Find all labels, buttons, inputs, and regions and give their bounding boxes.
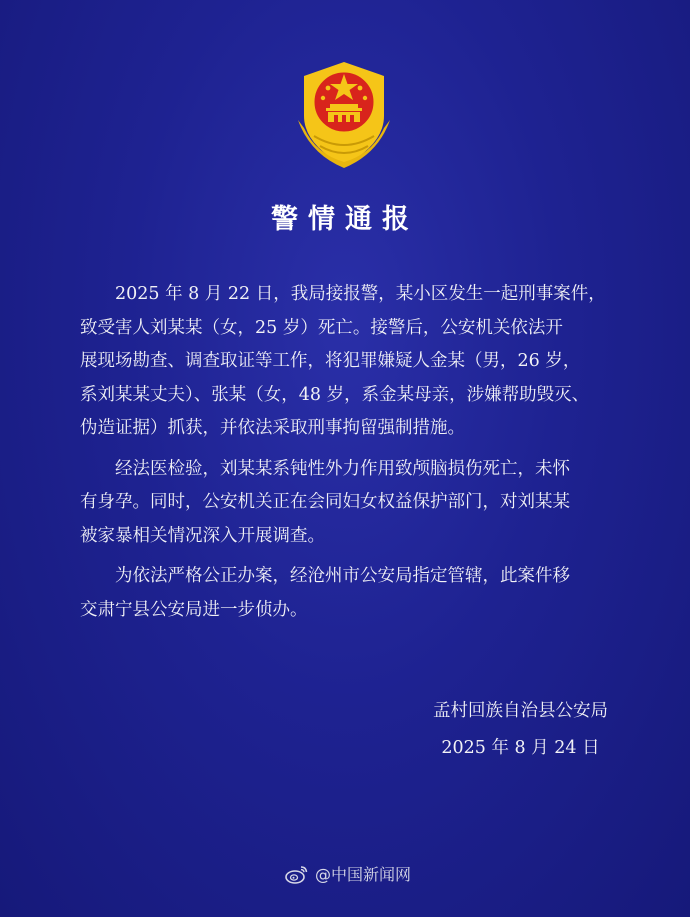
text-line: 经法医检验，刘某某系钝性外力作用致颅脑损伤死亡，未怀 — [115, 458, 570, 479]
text-line: 展现场勘查、调查取证等工作，将犯罪嫌疑人金某（男，26 岁， — [80, 351, 581, 371]
paragraph-3 — [80, 560, 615, 627]
paragraph-2 — [80, 453, 615, 554]
weibo-icon — [285, 864, 309, 884]
issuing-organization: 孟村回族自治县公安局 — [433, 701, 608, 721]
text-line: 致受害人刘某某（女，25 岁）死亡。接警后，公安机关依法开 — [80, 317, 563, 338]
text-line: 被家暴相关情况深入开展调查。 — [80, 525, 325, 546]
watermark-text: @中国新闻网 — [315, 865, 412, 884]
police-emblem-icon — [292, 58, 396, 170]
notice-title: 警情通报 — [271, 204, 419, 235]
text-line: 为依法严格公正办案，经沧州市公安局指定管辖，此案件移 — [115, 566, 570, 586]
text-line: 交肃宁县公安局进一步侦办。 — [80, 599, 308, 620]
issue-date: 2025 年 8 月 24 日 — [441, 738, 600, 758]
text-line: 有身孕。同时，公安机关正在会同妇女权益保护部门，对刘某某 — [80, 492, 570, 512]
source-watermark — [285, 862, 411, 885]
text-line: 伪造证据）抓获，并依法采取刑事拘留强制措施。 — [80, 418, 465, 438]
signature-block — [433, 693, 608, 767]
text-line: 系刘某某丈夫）、张某（女，48 岁，系金某母亲，涉嫌帮助毁灭、 — [80, 384, 590, 405]
notice-body — [80, 278, 615, 634]
paragraph-1 — [80, 278, 615, 446]
text-line: 2025 年 8 月 22 日，我局接报警，某小区发生一起刑事案件， — [115, 284, 606, 304]
